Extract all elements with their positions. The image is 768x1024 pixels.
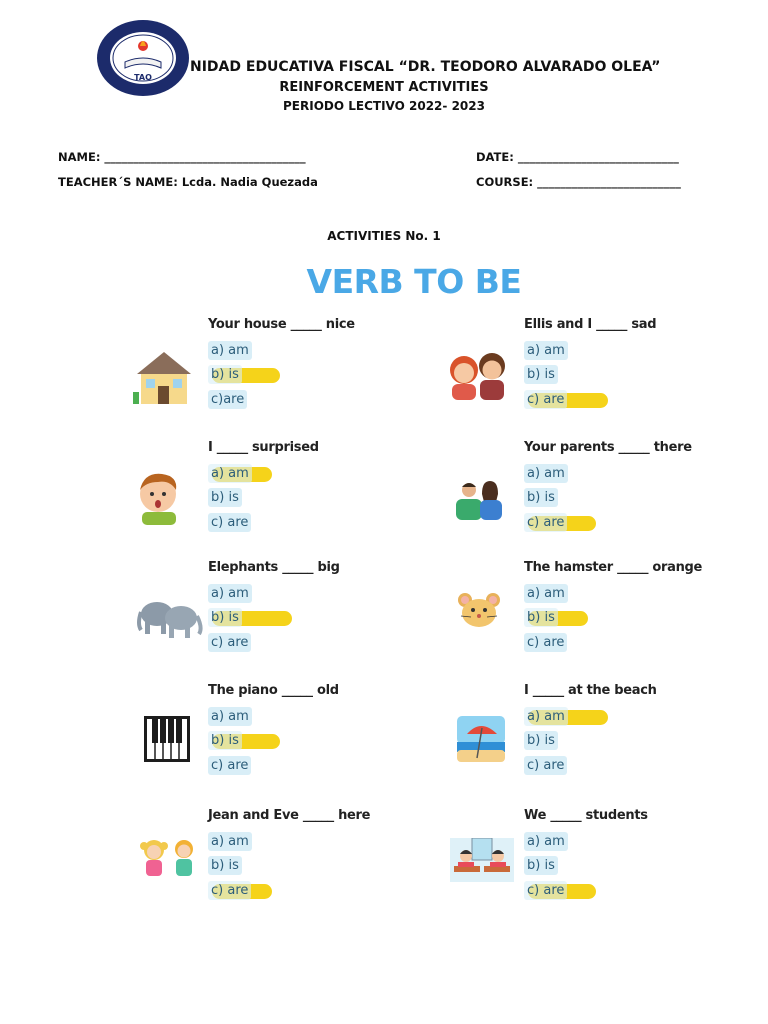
option-label: c) are xyxy=(524,633,567,652)
question-7 xyxy=(208,683,478,793)
option-label: c) are xyxy=(208,633,251,652)
option-label: c) are xyxy=(524,390,567,409)
piano-picture xyxy=(144,716,190,762)
question-1 xyxy=(208,317,478,427)
logo-center-text: TAO xyxy=(134,73,152,82)
question-prompt: Your parents _____ there xyxy=(524,440,692,455)
question-prompt: The piano _____ old xyxy=(208,683,339,698)
question-8 xyxy=(524,683,768,793)
school-name: NIDAD EDUCATIVA FISCAL “DR. TEODORO ALVARADO OLEA” xyxy=(190,59,661,75)
worksheet-subtitle: REINFORCEMENT ACTIVITIES xyxy=(279,80,489,95)
option-label: a) am xyxy=(208,464,252,483)
option-label: a) am xyxy=(524,341,568,360)
option-label: b) is xyxy=(524,365,558,384)
two-sad-kids-picture xyxy=(444,348,512,400)
teacher-name: TEACHER´S NAME: Lcda. Nadia Quezada xyxy=(58,175,318,189)
option-label: a) am xyxy=(208,832,252,851)
school-period: PERIODO LECTIVO 2022- 2023 xyxy=(283,99,485,113)
activity-title: ACTIVITIES No. 1 xyxy=(327,229,441,243)
two-girls-picture xyxy=(138,838,200,880)
option-label: b) is xyxy=(208,488,242,507)
question-prompt: The hamster _____ orange xyxy=(524,560,703,575)
option-label: b) is xyxy=(208,856,242,875)
question-2 xyxy=(524,317,768,427)
question-prompt: We _____ students xyxy=(524,808,648,823)
option-label: c) are xyxy=(208,513,251,532)
parents-picture xyxy=(452,478,506,520)
question-prompt: I _____ surprised xyxy=(208,440,319,455)
question-5 xyxy=(208,560,478,670)
students-picture xyxy=(450,838,514,882)
option-label: a) am xyxy=(208,707,252,726)
question-6 xyxy=(524,560,768,670)
question-prompt: Elephants _____ big xyxy=(208,560,340,575)
option-label: c)are xyxy=(208,390,247,409)
question-10 xyxy=(524,808,768,918)
question-prompt: Ellis and I _____ sad xyxy=(524,317,657,332)
hamster-picture xyxy=(457,592,501,630)
option-label: a) am xyxy=(208,584,252,603)
course-field[interactable]: COURSE: _________________________ xyxy=(476,175,681,189)
question-prompt: Your house _____ nice xyxy=(208,317,355,332)
beach-picture xyxy=(457,716,505,762)
option-label: b) is xyxy=(208,608,242,627)
name-field[interactable]: NAME: ___________________________________ xyxy=(58,150,306,164)
question-3 xyxy=(208,440,478,550)
option-label: b) is xyxy=(524,488,558,507)
option-label: a) am xyxy=(524,584,568,603)
option-label: b) is xyxy=(524,856,558,875)
worksheet-banner: VERB TO BE xyxy=(306,262,522,301)
option-label: c) are xyxy=(524,513,567,532)
option-label: c) are xyxy=(524,756,567,775)
option-label: c) are xyxy=(524,881,567,900)
elephants-picture xyxy=(137,596,203,640)
option-label: c) are xyxy=(208,756,251,775)
option-label: a) am xyxy=(524,707,568,726)
surprised-boy-picture xyxy=(132,470,184,525)
question-prompt: I _____ at the beach xyxy=(524,683,657,698)
option-label: b) is xyxy=(208,731,242,750)
date-field[interactable]: DATE: ____________________________ xyxy=(476,150,679,164)
house-picture xyxy=(133,348,195,406)
option-label: b) is xyxy=(524,608,558,627)
question-9 xyxy=(208,808,478,918)
option-label: c) are xyxy=(208,881,251,900)
option-label: a) am xyxy=(524,832,568,851)
option-label: b) is xyxy=(208,365,242,384)
option-label: a) am xyxy=(524,464,568,483)
question-4 xyxy=(524,440,768,550)
option-label: a) am xyxy=(208,341,252,360)
question-prompt: Jean and Eve _____ here xyxy=(208,808,371,823)
option-label: b) is xyxy=(524,731,558,750)
